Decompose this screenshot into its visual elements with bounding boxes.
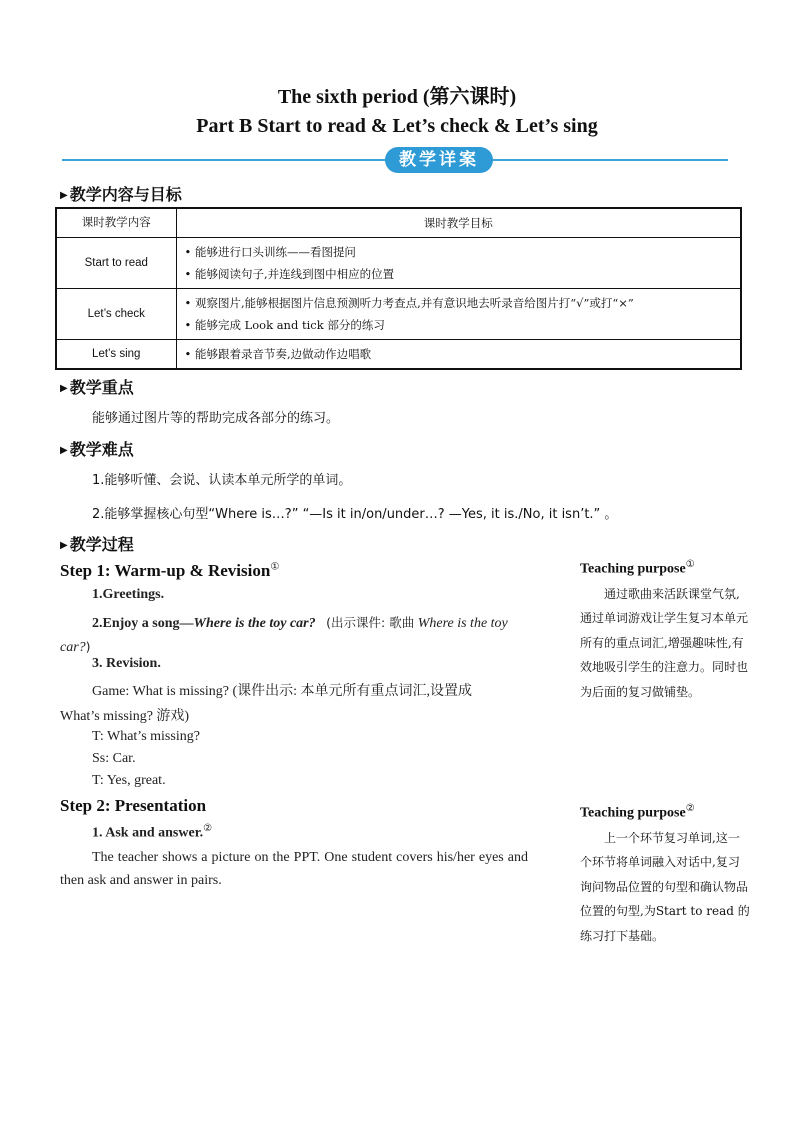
triangle-bullet-icon: ▶ bbox=[60, 190, 68, 201]
step1-song bbox=[60, 611, 528, 659]
song-title: Where is the toy car? bbox=[193, 616, 316, 631]
triangle-bullet-icon: ▶ bbox=[60, 383, 68, 394]
key-point-text: 能够通过图片等的帮助完成各部分的练习。 bbox=[92, 411, 340, 426]
note-heading-text: Teaching purpose bbox=[580, 805, 686, 821]
difficulty-item: 1.能够听懂、会说、认读本单元所学的单词。 bbox=[92, 473, 352, 488]
song-note: (出示课件: 歌曲 bbox=[326, 615, 415, 630]
step2-subheading bbox=[92, 823, 560, 842]
goal-item: • 观察图片,能够根据图片信息预测听力考查点,并有意识地去听录音给图片打“√”或打“×” bbox=[184, 296, 634, 310]
game-line: What’s missing? 游戏) bbox=[60, 709, 190, 724]
table-cell-content: Start to read bbox=[56, 238, 176, 289]
dialog-line: T: Yes, great. bbox=[92, 773, 166, 788]
section-heading-text: 教学重点 bbox=[69, 378, 134, 397]
dialog-line: Ss: Car. bbox=[92, 751, 136, 766]
goals-table bbox=[55, 207, 742, 370]
goal-item: • 能够进行口头训练——看图提问 bbox=[184, 245, 356, 259]
section-heading-text: 教学内容与目标 bbox=[69, 185, 182, 204]
section-heading-content-goals bbox=[60, 182, 182, 205]
table-header-row bbox=[56, 208, 741, 238]
page-subtitle: Part B Start to read & Let’s check & Let’s sing bbox=[196, 115, 598, 137]
step2-title: Step 2: Presentation bbox=[60, 796, 207, 815]
section-heading-key-points bbox=[60, 375, 134, 398]
game-line: Game: What is missing? (课件出示: 本单元所有重点词汇,设置成 bbox=[92, 684, 473, 699]
teaching-purpose-note bbox=[580, 803, 750, 948]
teaching-purpose-note bbox=[580, 559, 750, 704]
section-heading-difficulties bbox=[60, 437, 134, 460]
step1-title bbox=[60, 561, 279, 581]
table-row bbox=[56, 289, 741, 340]
footnote-mark: ② bbox=[203, 823, 213, 834]
footnote-mark: ② bbox=[685, 803, 695, 814]
banner-label: 教学详案 bbox=[385, 147, 493, 173]
goal-item: • 能够阅读句子,并连线到图中相应的位置 bbox=[184, 267, 395, 281]
dialog-line: T: What’s missing? bbox=[92, 729, 200, 744]
section-heading-text: 教学难点 bbox=[69, 440, 134, 459]
note-heading-text: Teaching purpose bbox=[580, 561, 686, 577]
step1-revision: 3. Revision. bbox=[92, 656, 161, 671]
step1-title-text: Step 1: Warm-up & Revision bbox=[60, 561, 271, 580]
goal-item: • 能够完成 Look and tick 部分的练习 bbox=[184, 318, 385, 332]
page-title: The sixth period (第六课时) bbox=[277, 86, 517, 108]
table-cell-goals bbox=[176, 289, 741, 340]
table-cell-content: Let’s check bbox=[56, 289, 176, 340]
goal-item: • 能够跟着录音节奏,边做动作边唱歌 bbox=[184, 347, 372, 361]
table-row bbox=[56, 340, 741, 370]
song-note-title: Where is the toy car? bbox=[60, 616, 508, 655]
table-header-cell: 课时教学目标 bbox=[176, 208, 741, 238]
table-cell-content: Let’s sing bbox=[56, 340, 176, 370]
table-cell-goals bbox=[176, 238, 741, 289]
note-text: 通过歌曲来活跃课堂气氛,通过单词游戏让学生复习本单元所有的重点词汇,增强趣味性,有效地吸引学生的注意力。同时也为后面的复习做铺垫。 bbox=[580, 586, 749, 699]
table-header-cell: 课时教学内容 bbox=[56, 208, 176, 238]
section-banner bbox=[62, 147, 728, 173]
song-note-end: ) bbox=[85, 639, 91, 654]
triangle-bullet-icon: ▶ bbox=[60, 540, 68, 551]
footnote-mark: ① bbox=[270, 561, 280, 573]
footnote-mark: ① bbox=[685, 559, 695, 570]
triangle-bullet-icon: ▶ bbox=[60, 445, 68, 456]
step2-text: The teacher shows a picture on the PPT. One student covers his/her eyes and then ask and answer in pairs. bbox=[60, 850, 528, 888]
note-text: 上一个环节复习单词,这一个环节将单词融入对话中,复习询问物品位置的句型和确认物品位置的句型,为Start to read 的练习打下基础。 bbox=[580, 830, 750, 943]
table-cell-goals bbox=[176, 340, 741, 370]
step1-greetings: 1.Greetings. bbox=[92, 587, 165, 602]
difficulty-item: 2.能够掌握核心句型“Where is…?” “—Is it in/on/under…? —Yes, it is./No, it isn’t.” 。 bbox=[92, 507, 618, 522]
section-heading-text: 教学过程 bbox=[69, 535, 134, 554]
section-heading-process bbox=[60, 532, 134, 555]
song-label: 2.Enjoy a song— bbox=[92, 616, 194, 631]
step2-sub-text: 1. Ask and answer. bbox=[92, 825, 204, 841]
note-heading bbox=[580, 559, 750, 578]
note-heading bbox=[580, 803, 750, 822]
table-row bbox=[56, 238, 741, 289]
